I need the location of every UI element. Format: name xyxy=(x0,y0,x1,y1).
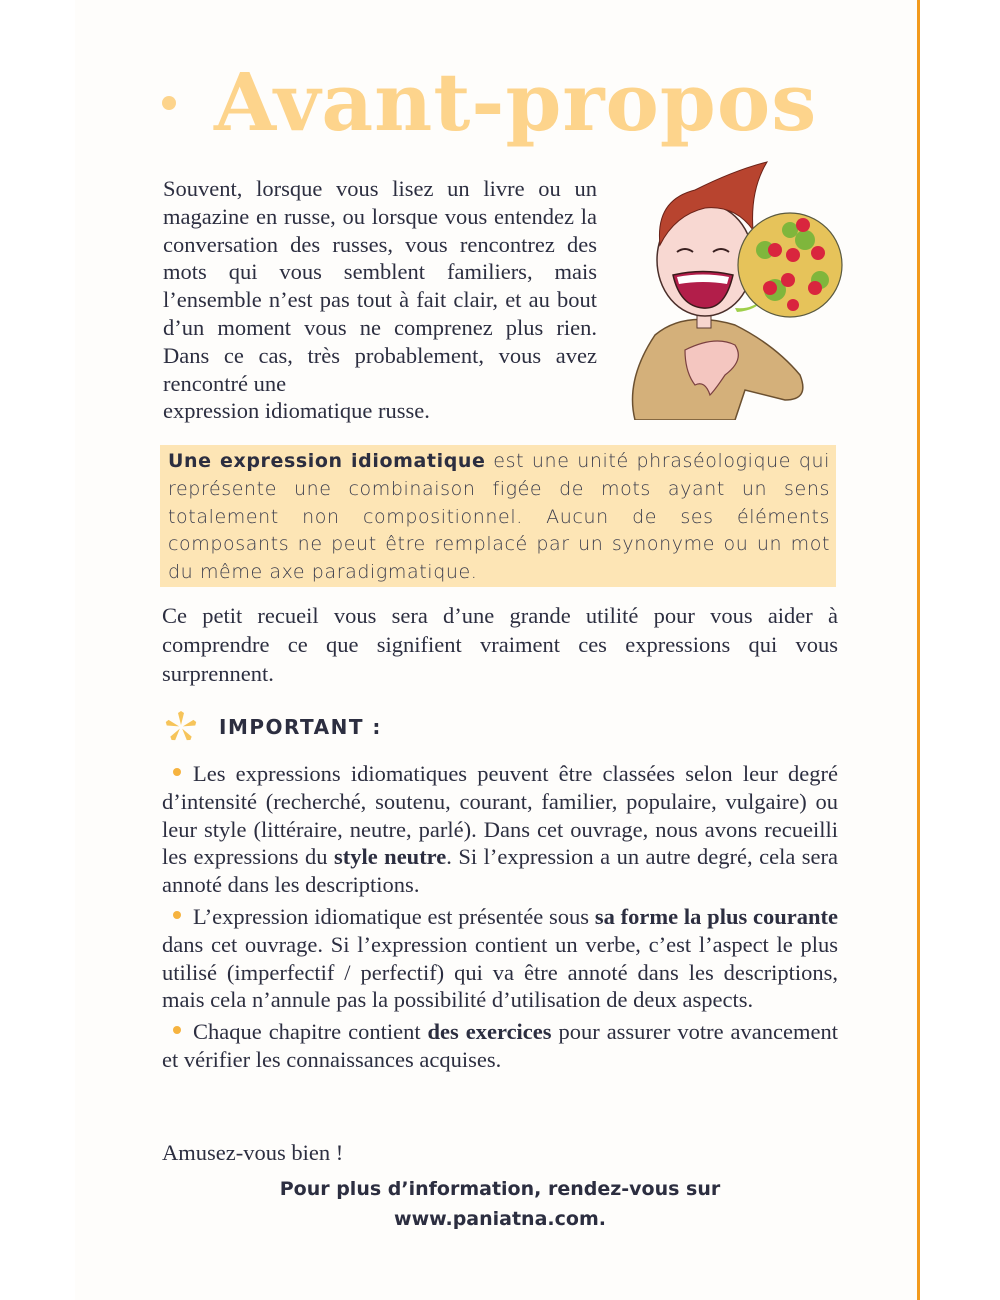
definition-text xyxy=(168,448,830,587)
list-item xyxy=(162,903,838,1014)
page-title xyxy=(162,52,817,152)
important-label: IMPORTANT : xyxy=(219,715,382,739)
illustration-laughing-boy-salad xyxy=(625,160,845,420)
purpose-paragraph: Ce petit recueil vous sera d’une grande utilité pour vous aider à comprendre ce que signifient vraiment ces expressions qui vous surprennent. xyxy=(162,603,838,686)
title-text: Avant-propos xyxy=(214,55,818,149)
important-list xyxy=(162,760,838,1078)
intro-text: Souvent, lorsque vous lisez un livre ou un magazine en russe, ou lorsque vous entendez la conversation des russes, vous rencontrez des mots qui vous semblent familiers, mais l’ensemble n’est pas tout à fait clair, et au bout d’un moment vous ne comprenez plus rien. Dans ce cas, très probablement, vous avez rencontré une xyxy=(163,176,597,396)
definition-term: Une expression idiomatique xyxy=(168,450,486,472)
list-item xyxy=(162,1018,838,1074)
bullet-text: pour assurer votre avancement et vérifier les connaissances acquises. xyxy=(162,1019,838,1072)
bullet-text: . Si l’expression a un autre degré, cela sera annoté dans les descriptions. xyxy=(162,844,839,898)
title-bullet-icon xyxy=(162,96,176,110)
closing-line: Amusez-vous bien ! xyxy=(162,1140,344,1165)
important-heading xyxy=(165,711,382,743)
website-link[interactable]: www.paniatna.com. xyxy=(394,1208,606,1230)
intro-text-last: expression idiomatique russe. xyxy=(163,398,430,424)
bullet-text: Chaque chapitre contient xyxy=(193,1019,428,1045)
bullet-icon xyxy=(173,768,181,776)
bullet-text: Les expressions idiomatiques peuvent être classées selon leur degré d’intensité (recherché, soutenu, courant, familier, populaire, vulgaire) ou leur style (littéraire, neutre, parlé). Dans cet ouvrage, nous avons recueilli les expressions du xyxy=(162,761,838,870)
bullet-text: dans cet ouvrage. Si l’expression contient un verbe, c’est l’aspect le plus utilisé (imperfectif / perfectif) qui va être annoté dans les descriptions, mais cela n’annule pas la possibilité d’utilisation de deux aspects. xyxy=(162,931,838,1013)
bullet-bold: sa forme la plus courante xyxy=(594,903,838,929)
bullet-text: L’expression idiomatique est présentée sous xyxy=(193,903,595,929)
definition-body: est une unité phraséologique qui représente une combinaison figée de mots ayant un sens totalement non compositionnel. Aucun de ses éléments composants ne peut être remplacé par un synonyme ou un mot du même axe paradigmatique. xyxy=(168,450,830,584)
definition-box xyxy=(160,445,836,587)
bullet-bold: des exercices xyxy=(427,1019,552,1045)
intro-paragraph xyxy=(163,175,597,425)
page-edge-rule xyxy=(917,0,920,1300)
list-item xyxy=(162,760,838,899)
footer-text: Pour plus d’information, rendez-vous sur xyxy=(279,1178,721,1200)
footer xyxy=(200,1174,800,1234)
bullet-icon xyxy=(173,1026,181,1034)
asterisk-flower-icon xyxy=(165,711,197,743)
bullet-icon xyxy=(173,911,181,919)
bullet-bold: style neutre xyxy=(333,844,447,870)
